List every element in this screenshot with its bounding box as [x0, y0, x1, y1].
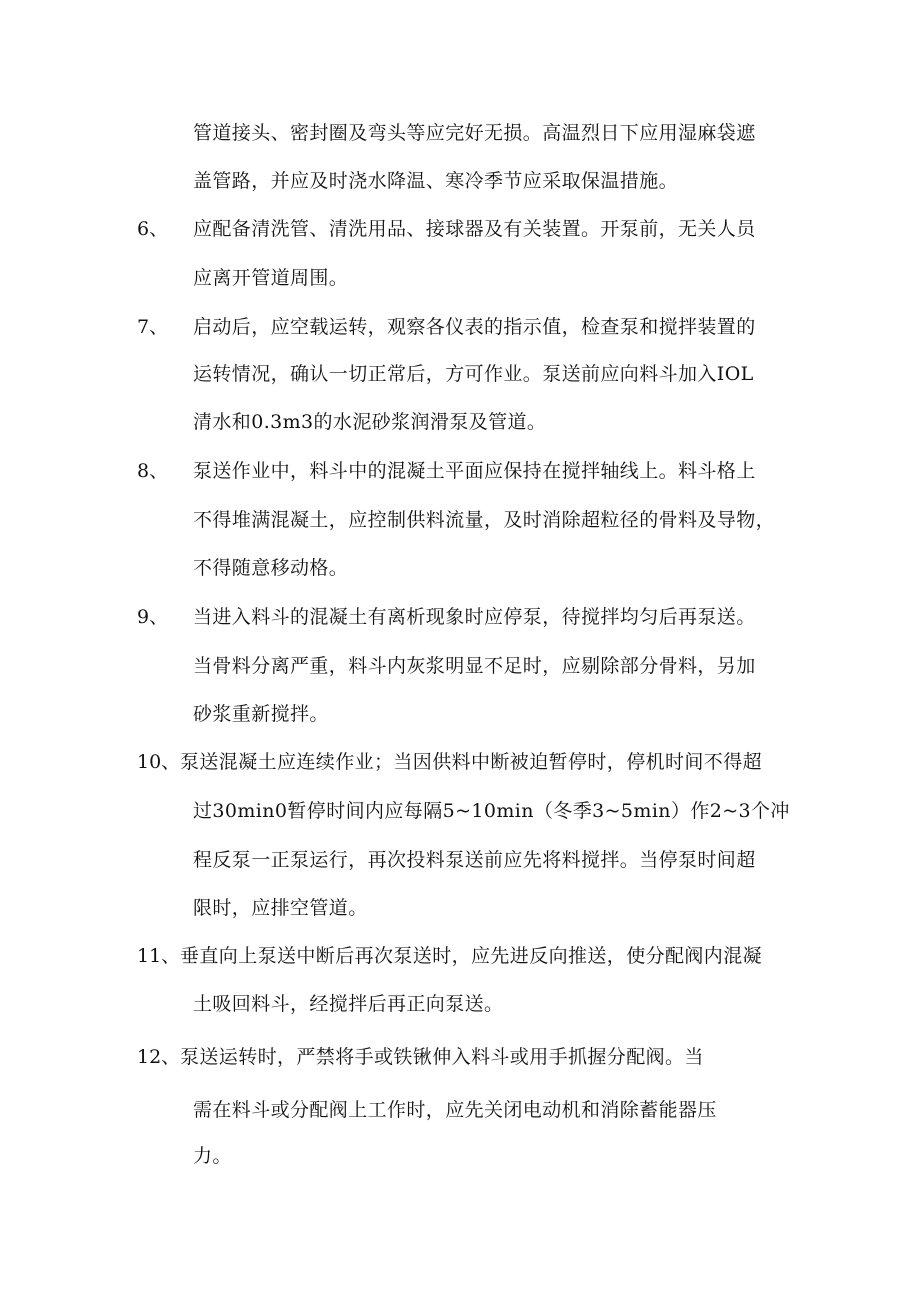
item-number: 10、 [137, 751, 181, 773]
paragraph-line: 应离开管道周围。 [193, 267, 349, 289]
paragraph-line: 限时，应排空管道。 [193, 897, 368, 919]
paragraph-line: 土吸回料斗，经搅拌后再正向泵送。 [193, 993, 504, 1015]
paragraph-line: 运转情况，确认一切正常后，方可作业。泵送前应向料斗加入IOL [193, 363, 754, 385]
paragraph-line: 管道接头、密封圈及弯头等应完好无损。高温烈日下应用湿麻袋遮 [193, 122, 756, 144]
paragraph-line: 过30min0暂停时间内应每隔5~10min（冬季3~5min）作2~3个冲 [193, 800, 790, 822]
paragraph-line: 泵送运转时，严禁将手或铁锹伸入料斗或用手抓握分配阀。当 [180, 1046, 704, 1068]
item-number: 12、 [137, 1046, 181, 1068]
item-number: 8、 [137, 460, 169, 482]
item-number: 9、 [137, 606, 169, 628]
item-number: 6、 [137, 218, 169, 240]
paragraph-line: 盖管路，并应及时浇水降温、寒冷季节应采取保温措施。 [193, 170, 679, 192]
paragraph-line: 砂浆重新搅拌。 [193, 703, 329, 725]
paragraph-line: 清水和0.3m3的水泥砂浆润滑泵及管道。 [193, 411, 547, 433]
item-number: 11、 [137, 945, 181, 967]
paragraph-line: 垂直向上泵送中断后再次泵送时，应先进反向推送，使分配阀内混凝 [180, 945, 763, 967]
paragraph-line: 力。 [193, 1145, 232, 1167]
paragraph-line: 需在料斗或分配阀上工作时，应先关闭电动机和消除蓄能器压 [193, 1099, 717, 1121]
paragraph-line: 启动后，应空载运转，观察各仪表的指示值，检查泵和搅拌装置的 [193, 316, 756, 338]
paragraph-line: 当进入料斗的混凝土有离析现象时应停泵，待搅拌均匀后再泵送。 [193, 606, 756, 628]
paragraph-line: 当骨料分离严重，料斗内灰浆明显不足时，应剔除部分骨料，另加 [193, 655, 756, 677]
paragraph-line: 程反泵一正泵运行，再次投料泵送前应先将料搅拌。当停泵时间超 [193, 849, 756, 871]
item-number: 7、 [137, 316, 169, 338]
paragraph-line: 泵送混凝土应连续作业；当因供料中断被迫暂停时，停机时间不得超 [180, 751, 763, 773]
paragraph-line: 不得堆满混凝土，应控制供料流量，及时消除超粒径的骨料及导物， [193, 509, 776, 531]
paragraph-line: 泵送作业中，料斗中的混凝土平面应保持在搅拌轴线上。料斗格上 [193, 460, 756, 482]
paragraph-line: 应配备清洗管、清洗用品、接球器及有关装置。开泵前，无关人员 [193, 218, 756, 240]
paragraph-line: 不得随意移动格。 [193, 557, 349, 579]
